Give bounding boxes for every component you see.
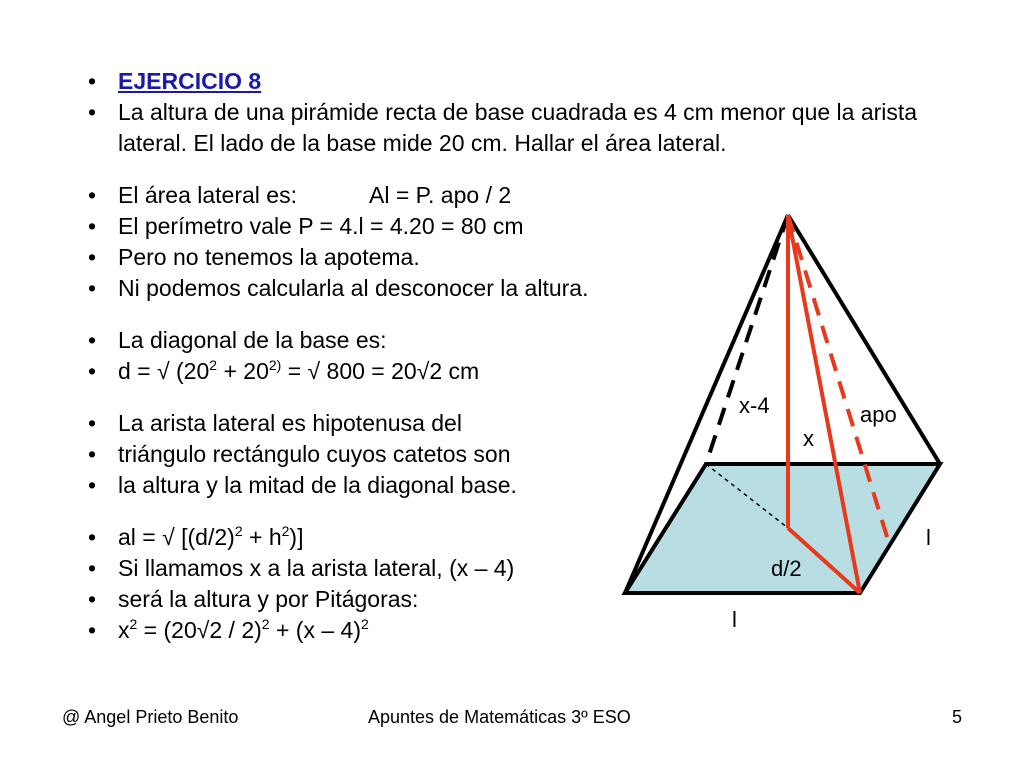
bullet-hypotenuse-3: • la altura y la mitad de la diagonal base. <box>88 470 958 501</box>
bullet-diagonal-formula: • d = √ ($20^2 + 20^{2)}$ = √ 800 = 20√2 cm <box>88 356 958 387</box>
bullet-hypotenuse-1: • La arista lateral es hipotenusa del <box>88 408 958 439</box>
label-height: x-4 <box>739 393 770 418</box>
exercise-heading-link[interactable]: EJERCICIO 8 <box>118 68 262 94</box>
label-edge: x <box>803 426 814 451</box>
bullet-pythagoras: • será la altura y por Pitágoras: <box>88 584 958 615</box>
footer-author: @ Angel Prieto Benito <box>62 707 239 727</box>
area-formula: Al = P. apo / 2 <box>368 182 512 208</box>
bullet-diagonal-intro: • La diagonal de la base es: <box>88 325 958 356</box>
bullet-final-equation: • $x^2 = (20√2 / 2)^2 + (x - 4)^2$ <box>88 615 958 646</box>
label-apothem: apo <box>860 402 897 427</box>
bullet-no-apothem: • Pero no tenemos la apotema. <box>88 242 958 273</box>
label-side-bottom: l <box>732 607 737 632</box>
pyramid-diagram <box>600 200 960 640</box>
bullet-cannot-calc: • Ni podemos calcularla al desconocer la altura. <box>88 273 958 304</box>
bullet-call-x: • Si llamamos x a la arista lateral, (x – 4) <box>88 553 958 584</box>
footer-page-number: 5 <box>952 707 963 727</box>
label-half-diagonal: d/2 <box>771 556 802 581</box>
bullet-perimeter: • El perímetro vale P = 4.l = 4.20 = 80 cm <box>88 211 958 242</box>
label-side-right: l <box>926 525 931 550</box>
bullet-statement: • La altura de una pirámide recta de base cuadrada es 4 cm menor que la arista lateral. El lado de la base mide 20 cm. Hallar el área lateral. <box>88 97 958 159</box>
bullet-heading <box>88 66 958 97</box>
bullet-al-formula: • al = √ $[(d/2)^2 + h^2)$] <box>88 522 958 553</box>
area-label: El área lateral es: <box>118 182 297 208</box>
edge-back-left-hidden <box>706 215 788 464</box>
footer-title: Apuntes de Matemáticas 3º ESO <box>368 707 631 727</box>
bullet-hypotenuse-2: • triángulo rectángulo cuyos catetos son <box>88 439 958 470</box>
